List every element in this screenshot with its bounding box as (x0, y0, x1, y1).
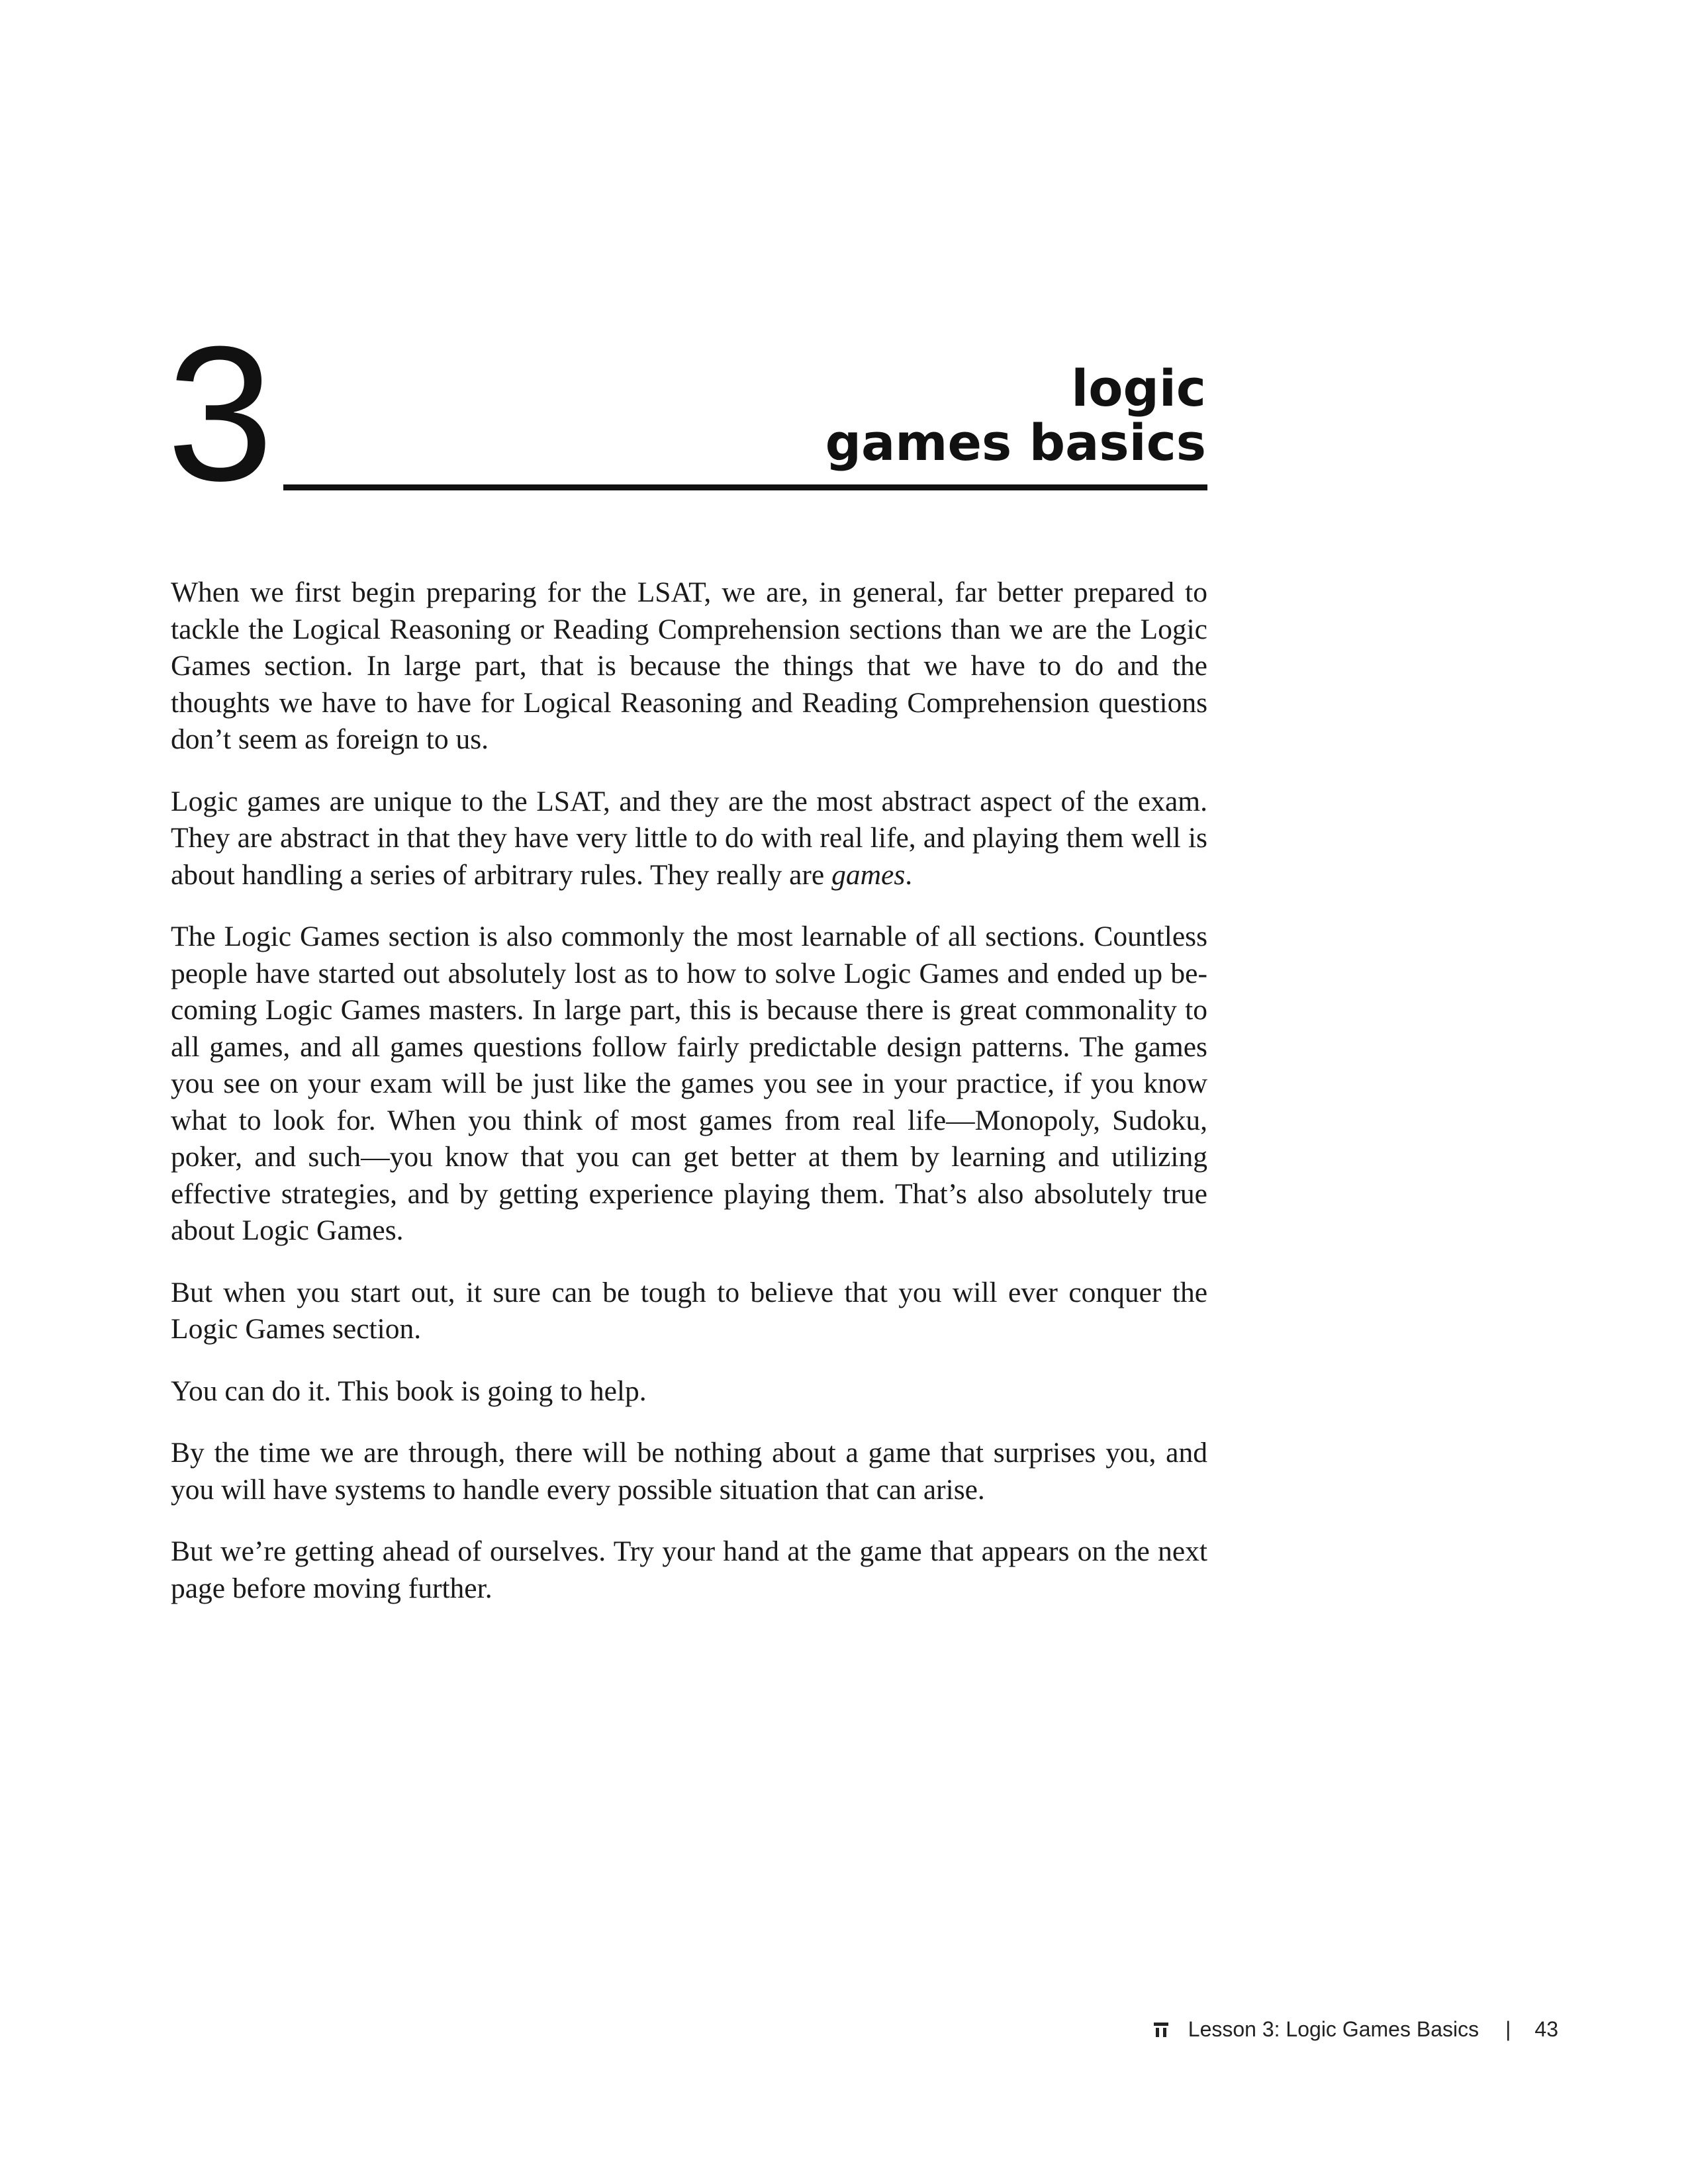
paragraph-intro: When we first begin preparing for the LSAT, we are, in general, far better prepared to tackle the Logical Reasoning or Reading Comprehension sections than we are the Logic Games section. In large part, that is because the things that we have to do and the thoughts we have to have for Logical Reasoning and Reading Comprehension questions don’t seem as foreign to us. (171, 576, 1207, 755)
chapter-number: 3 (167, 306, 270, 521)
paragraph-unique (171, 784, 1207, 894)
paragraph-unique-end: . (905, 858, 913, 891)
chapter-title-line-1: logic (1071, 359, 1206, 418)
footer-separator: | (1505, 2017, 1511, 2041)
emphasis-games: games (831, 858, 906, 891)
chapter-title (825, 361, 1206, 470)
paragraph-learnable: The Logic Games section is also commonly the most learnable of all sections. Countless people have started out absolutely lost as to how to solve Logic Games and ended up becoming Logic Games masters. In large part, this is because there is great commonality to all games, and all games questions follow fairly predictable design patterns. The games you see on your exam will be just like the games you see in your practice, if you know what to look for. When you think of most games from real life—Monopoly, Sudoku, poker, and such—you know that you can get better at them by learning and utilizing effective strategies, and by getting experience playing them. That’s also absolutely true about Logic Games. (171, 921, 1207, 1246)
body-text (171, 574, 1207, 1632)
paragraph-tough: But when you start out, it sure can be tough to believe that you will ever conquer the Logic Games section. (171, 1276, 1207, 1345)
paragraph-unique-text: Logic games are unique to the LSAT, and they are the most abstract aspect of the exam. They are abstract in that they have very little to do with real life, and playing them well is about handling a series of arbitrary rules. They really are (171, 785, 1207, 891)
paragraph-next-page: But we’re getting ahead of ourselves. Try your hand at the game that appears on the next page before moving further. (171, 1535, 1207, 1604)
paragraph-systems: By the time we are through, there will be nothing about a game that surprises you, and you will have systems to handle every possible situation that can arise. (171, 1437, 1207, 1506)
chapter-title-line-2: games basics (825, 413, 1206, 472)
chapter-header (167, 306, 1207, 521)
paragraph-you-can: You can do it. This book is going to help. (171, 1375, 647, 1407)
chapter-rule (283, 484, 1207, 490)
page-footer (1154, 2016, 1558, 2042)
page-number: 43 (1534, 2017, 1558, 2041)
footer-lesson-label: Lesson 3: Logic Games Basics (1188, 2017, 1479, 2041)
publisher-logo-icon (1154, 2021, 1168, 2037)
